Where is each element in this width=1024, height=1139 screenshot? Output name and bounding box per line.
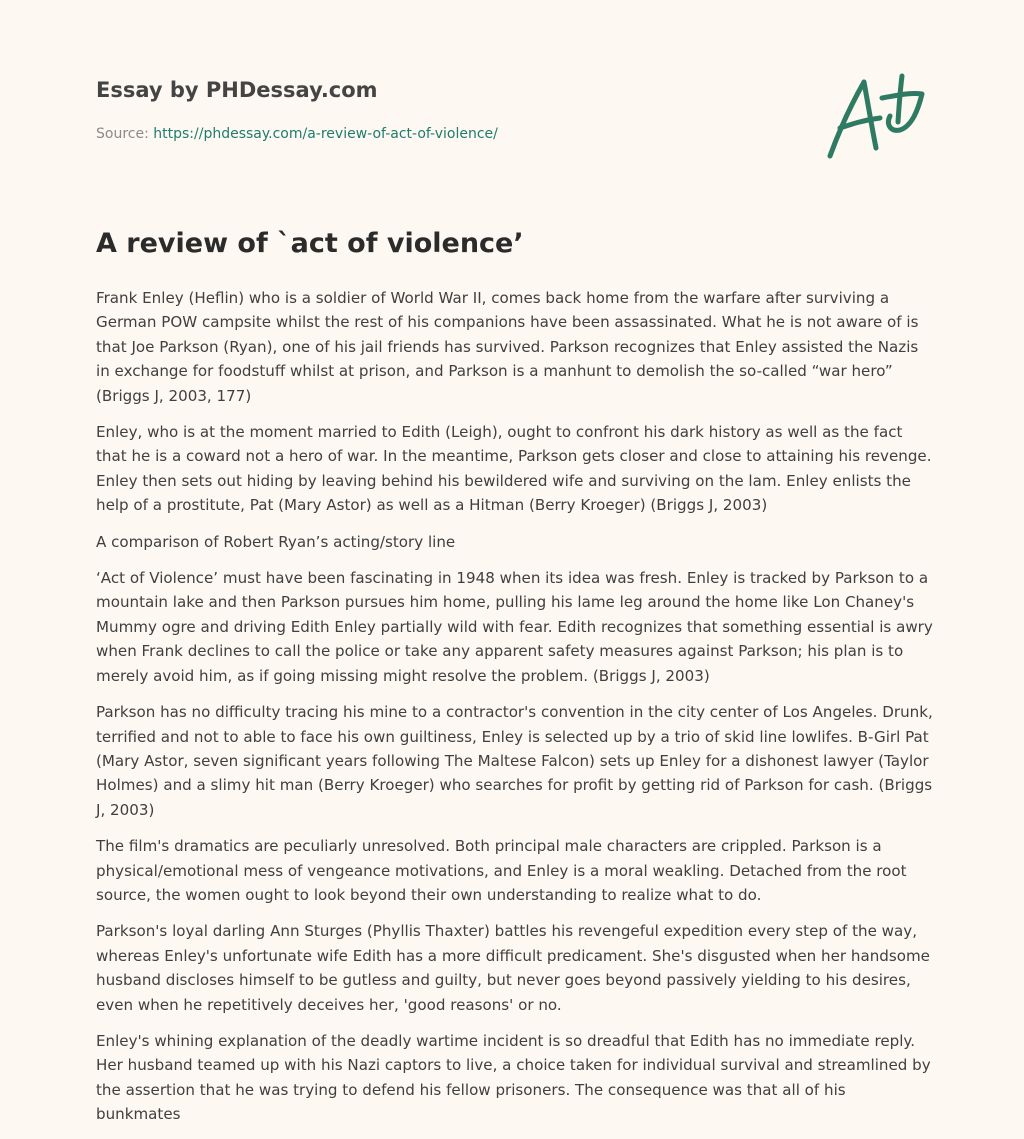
source-line (96, 124, 498, 144)
paragraph: Enley, who is at the moment married to Edith (Leigh), ought to confront his dark history as well as the fact that he is a coward not a hero of war. In the meantime, Parkson gets closer and close to attaining his revenge. Enley then sets out hiding by leaving behind his bewildered wife and surviving on the lam. Enley enlists the help of a prostitute, Pat (Mary Astor) as well as a Hitman (Berry Kroeger) (Briggs J, 2003) (96, 423, 932, 515)
a-plus-logo-icon (824, 68, 928, 164)
paragraph: Parkson has no difficulty tracing his mine to a contractor's convention in the city center of Los Angeles. Drunk, terrified and not to able to face his own guiltiness, Enley is selected up by a trio of skid line lowlifes. B-Girl Pat (Mary Astor, seven significant years following The Maltese Falcon) sets up Enley for a dishonest lawyer (Taylor Holmes) and a slimy hit man (Berry Kroeger) who searches for profit by getting rid of Parkson for cash. (Briggs J, 2003) (96, 703, 933, 819)
paragraph: ‘Act of Violence’ must have been fascinating in 1948 when its idea was fresh. Enley is tracked by Parkson to a mountain lake and then Parkson pursues him home, pulling his lame leg around the home like Lon Chaney's Mummy ogre and driving Edith Enley partially wild with fear. Edith recognizes that something essential is awry when Frank declines to call the police or take any apparent safety measures against Parkson; his plan is to merely avoid him, as if going missing might resolve the problem. (Briggs J, 2003) (96, 569, 933, 685)
source-label: Source: (96, 126, 154, 142)
essay-title: A review of `act of violence’ (96, 228, 524, 259)
paragraph: Frank Enley (Heflin) who is a soldier of World War II, comes back home from the warfare after surviving a German POW campsite whilst the rest of his companions have been assassinated. What he is not aware of is that Joe Parkson (Ryan), one of his jail friends has survived. Parkson recognizes that Enley assisted the Nazis in exchange for foodstuff whilst at prison, and Parkson is a manhunt to demolish the so-called “war hero” (Briggs J, 2003, 177) (96, 289, 919, 405)
paragraph: Enley's whining explanation of the deadly wartime incident is so dreadful that Edith has no immediate reply. Her husband teamed up with his Nazi captors to live, a choice taken for individual survival and streamlined by the assertion that he was trying to defend his fellow prisoners. The consequence was that all of his bunkmates (96, 1031, 931, 1124)
section-heading: A comparison of Robert Ryan’s acting/story line (96, 532, 456, 551)
paragraph: Parkson's loyal darling Ann Sturges (Phyllis Thaxter) battles his revengeful expedition every step of the way, whereas Enley's unfortunate wife Edith has a more difficult predicament. She's disgusted when her handsome husband discloses himself to be gutless and guilty, but never goes beyond passively yielding to his desires, even when he repetitively deceives her, 'good reasons' or no. (96, 922, 930, 1014)
essay-body (96, 286, 934, 1139)
essay-header (96, 76, 928, 176)
paragraph: The film's dramatics are peculiarly unresolved. Both principal male characters are crippled. Parkson is a physical/emotional mess of vengeance motivations, and Enley is a moral weakling. Detached from the root source, the women ought to look beyond their own understanding to realize what to do. (96, 837, 907, 904)
source-link[interactable]: https://phdessay.com/a-review-of-act-of-violence/ (153, 126, 498, 142)
brand-title: Essay by PHDessay.com (96, 78, 378, 102)
